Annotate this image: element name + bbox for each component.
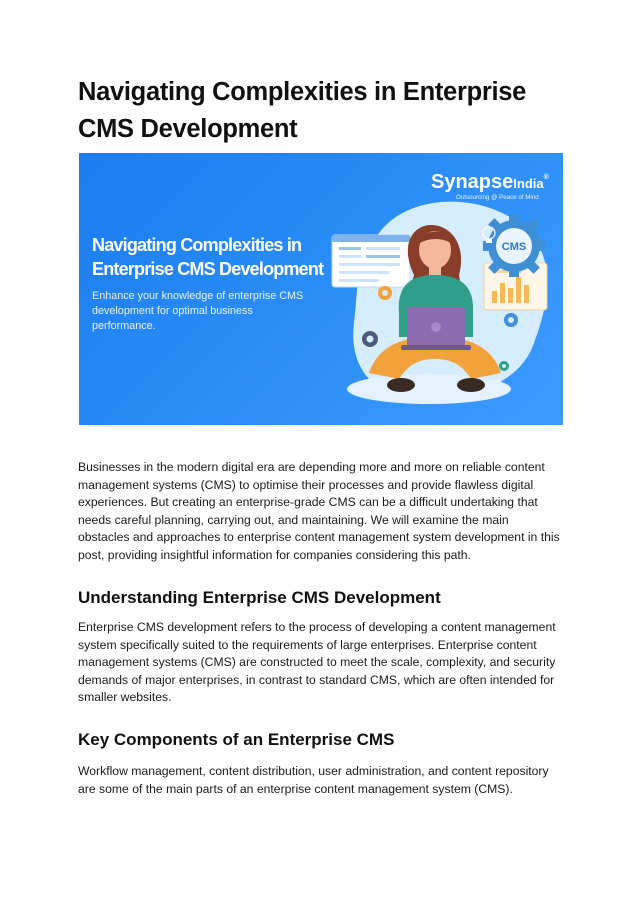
synapseindia-logo <box>431 171 550 201</box>
banner-illustration <box>79 153 563 425</box>
hero-banner <box>79 153 563 425</box>
banner-headline-line-1: Navigating Complexities in <box>92 235 302 255</box>
cms-badge-label: CMS <box>501 241 527 253</box>
banner-headline-line-2: Enterprise CMS Development <box>92 259 324 279</box>
banner-subtext-line-2: development for optimal business <box>92 305 253 317</box>
article-title: Navigating Complexities in Enterprise CMS Development <box>78 78 527 143</box>
intro-paragraph: Businesses in the modern digital era are depending more and more on reliable content management systems (CMS) to optimise their processes and provide flawless digital experiences. But creating an enterprise-grade CMS can be a difficult undertaking that needs careful planning, carrying out, and maintaining. We will examine the main obstacles and approaches to enterprise content management system development in this post, providing insightful information for companies considering this path. <box>78 460 560 562</box>
browser-window-mock <box>332 235 410 287</box>
banner-subtext-line-3: performance. <box>92 320 156 332</box>
banner-subtext-line-1: Enhance your knowledge of enterprise CMS <box>92 290 304 302</box>
section-heading-understanding: Understanding Enterprise CMS Development <box>78 588 441 607</box>
section-heading-key-components: Key Components of an Enterprise CMS <box>78 730 395 749</box>
floor-shadow <box>347 374 511 404</box>
svg-text:SynapseIndia®: SynapseIndia® <box>431 171 549 193</box>
brand-tagline: Outsourcing @ Peace of Mind <box>456 194 539 201</box>
section-body-understanding: Enterprise CMS development refers to the process of developing a content management system specifically suited to the requirements of large enterprises. Enterprise content management systems (CMS) are constructed to meet the scale, complexity, and security demands of major enterprises, in contrast to standard CMS, which are often intended for smaller websites. <box>78 620 556 704</box>
section-body-key-components: Workflow management, content distribution, user administration, and content repository are some of the main parts of an enterprise content management system (CMS). <box>78 764 549 796</box>
